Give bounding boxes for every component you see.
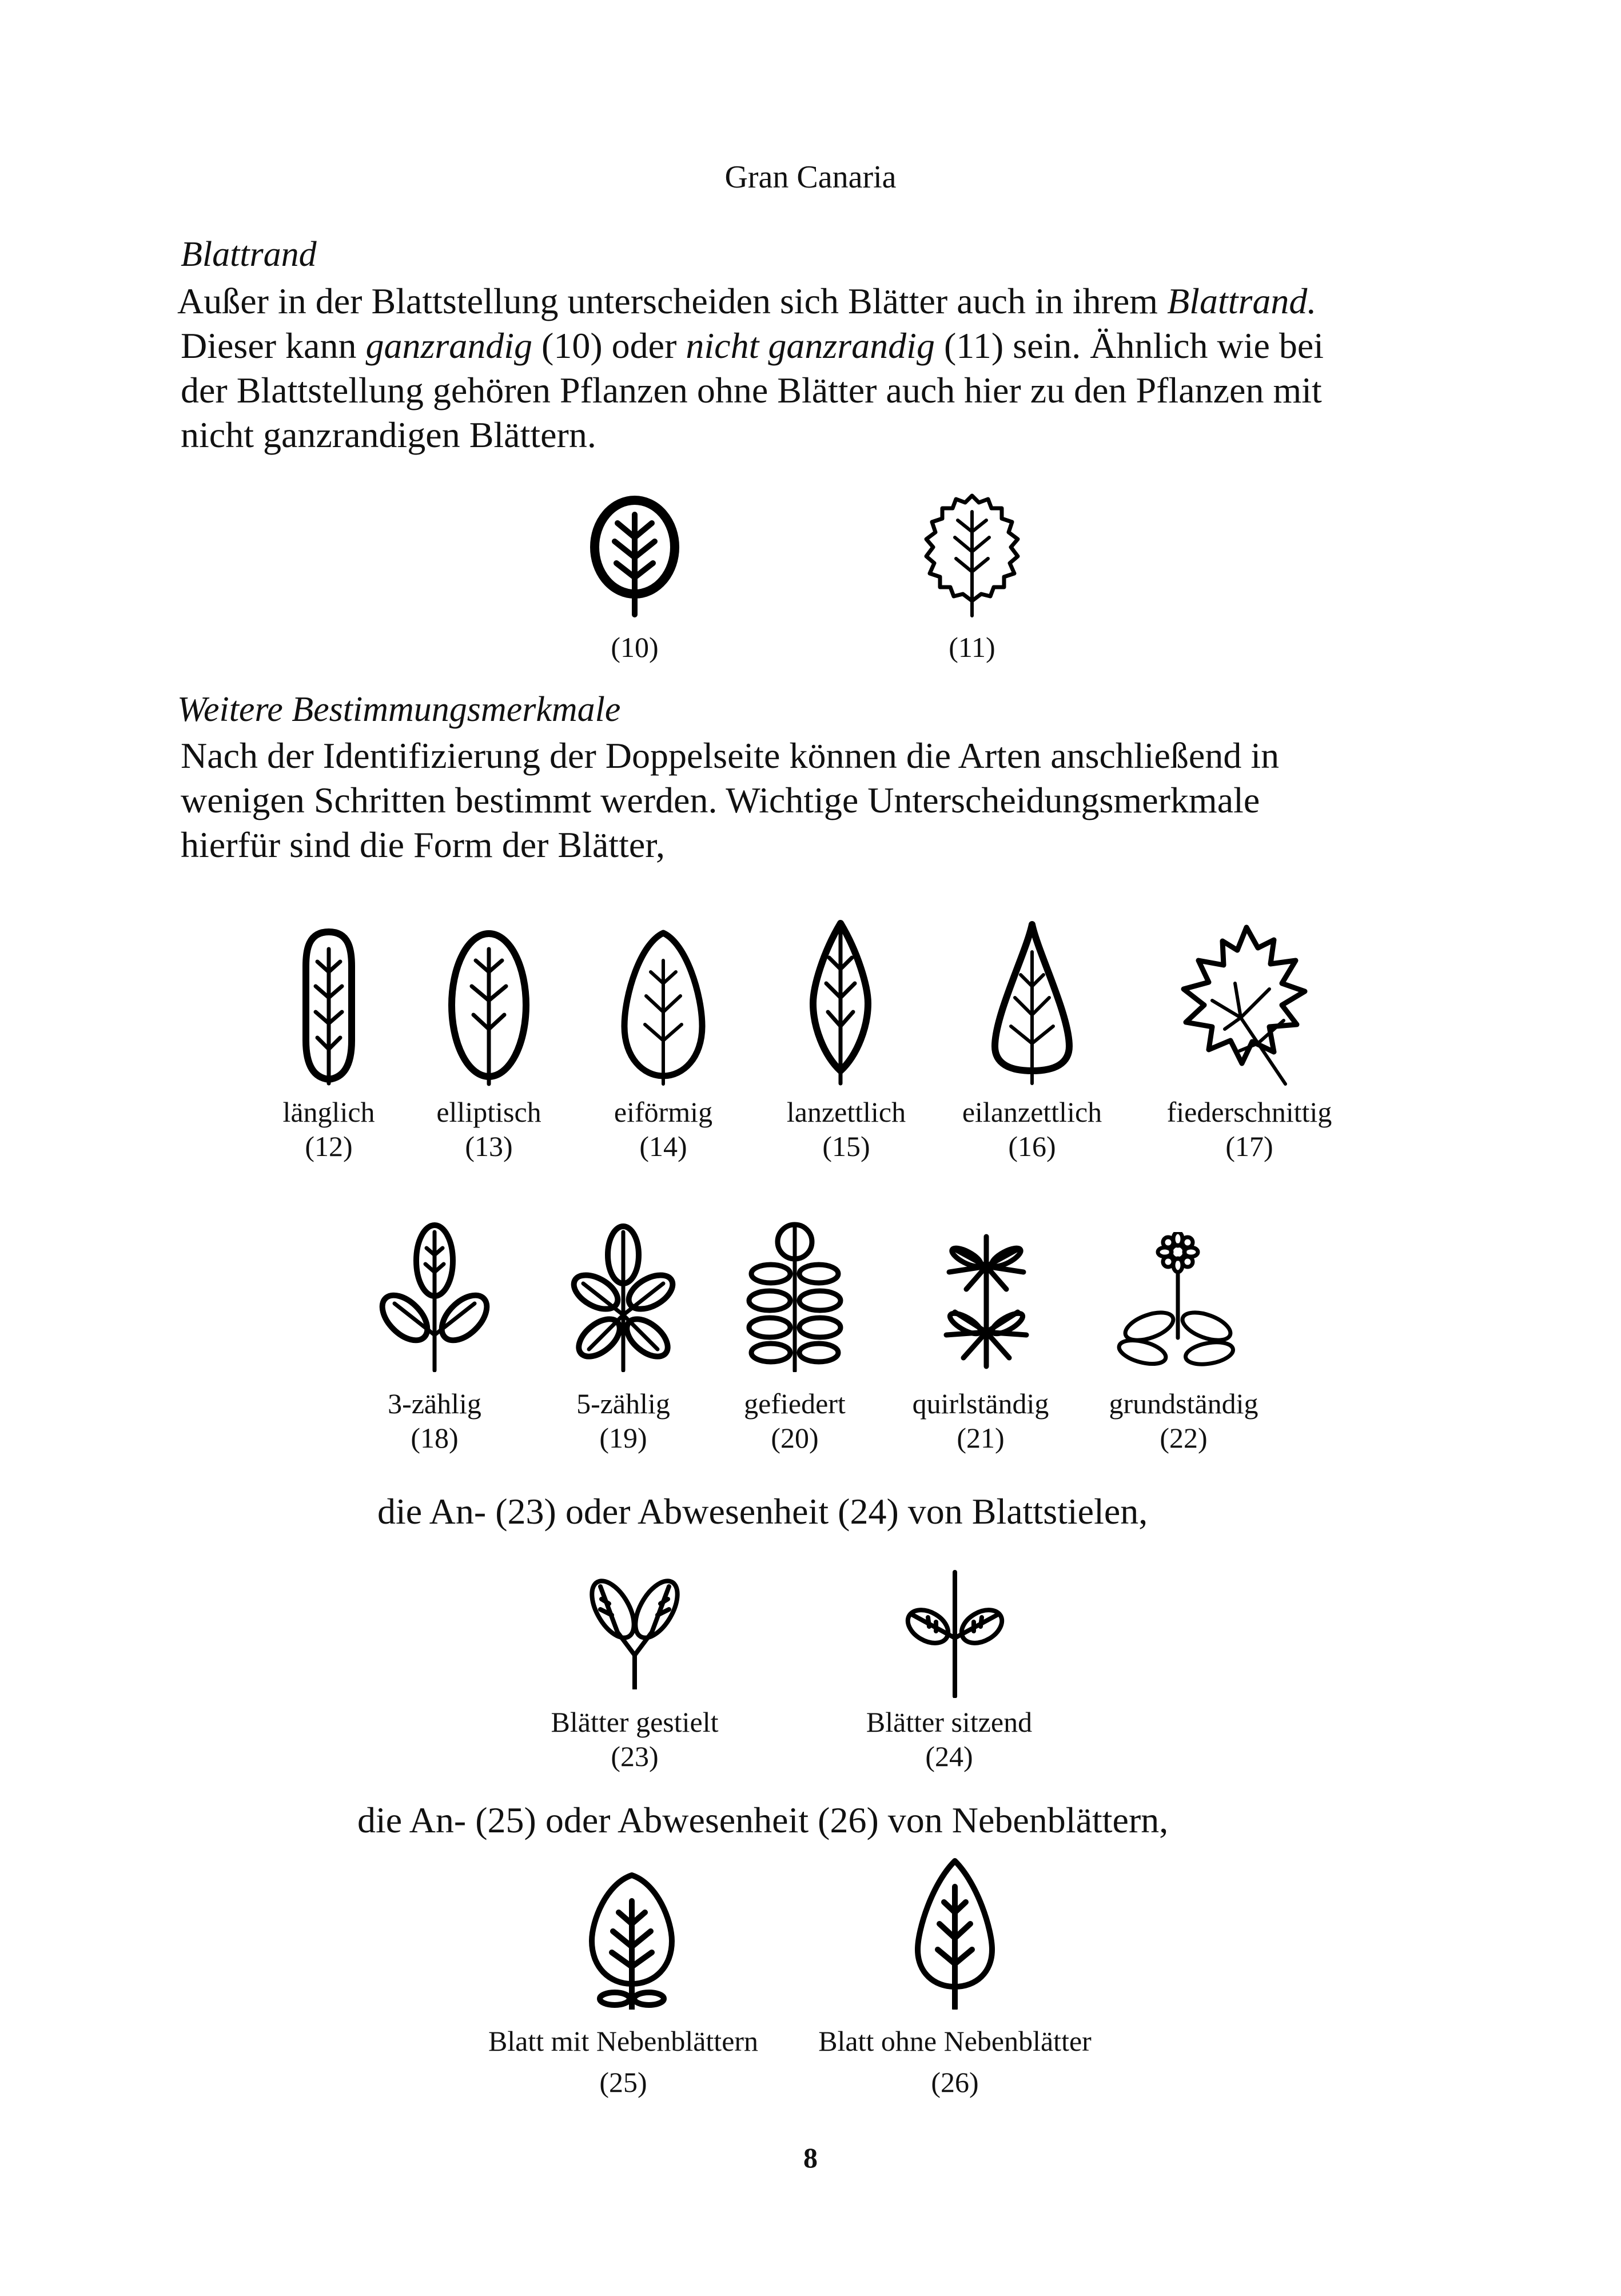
leaf-shape-caption [763, 1095, 929, 1163]
caption-label: lanzettlich [786, 1096, 906, 1128]
caption-label: eiförmig [614, 1096, 713, 1128]
pentafoliate-leaf-icon [566, 1221, 680, 1372]
caption-label: Blätter gestielt [551, 1706, 719, 1738]
paragraph-weitere [181, 734, 1279, 867]
paragraph-blattrand [177, 279, 1324, 457]
pinnatifid-leaf-icon [1178, 920, 1309, 1086]
leaf-shape-caption [246, 1095, 412, 1163]
caption-number: (18) [411, 1422, 459, 1454]
figure-label: (10) [611, 631, 659, 663]
leaf-without-stipules-icon [906, 1855, 1003, 2010]
caption-number: (21) [957, 1422, 1005, 1454]
caption-number: (22) [1160, 1422, 1208, 1454]
caption-label: Blatt mit Nebenblättern [488, 2025, 759, 2057]
stipule-caption [469, 2024, 778, 2099]
petiole-caption [852, 1705, 1046, 1773]
leaf-shape-caption [709, 1386, 881, 1455]
caption-label: Blätter sitzend [866, 1706, 1033, 1738]
text-span: (10) oder [532, 325, 686, 366]
caption-number: (14) [639, 1130, 687, 1162]
paragraph-line: nicht ganzrandigen Blättern. [181, 414, 596, 455]
text-span-italic: nicht ganzrandig [686, 325, 935, 366]
leaf-shape-caption [580, 1095, 746, 1163]
paragraph-line [177, 279, 1324, 324]
elliptic-leaf-icon [440, 926, 537, 1086]
text-span: Außer in der Blattstellung unterscheiden sich Blätter auch in ihrem [177, 281, 1168, 321]
leaf-shape-caption [1152, 1095, 1347, 1163]
oblong-leaf-icon [286, 926, 372, 1086]
caption-number: (12) [305, 1130, 353, 1162]
serrated-margin-leaf-icon [915, 489, 1029, 617]
caption-label: 5-zählig [576, 1388, 670, 1420]
caption-label: eilanzettlich [962, 1096, 1102, 1128]
leaf-shape-caption [943, 1095, 1121, 1163]
entire-margin-leaf-icon [577, 495, 692, 617]
text-span: Dieser kann [181, 325, 366, 366]
caption-label: länglich [282, 1096, 375, 1128]
leaf-shape-caption [1086, 1386, 1281, 1455]
leaf-shape-caption [349, 1386, 520, 1455]
paragraph-line: der Blattstellung gehören Pflanzen ohne Blätter auch hier zu den Pflanzen mit [181, 370, 1322, 410]
section-heading-blattrand: Blattrand [181, 235, 317, 274]
figure-label: (11) [949, 631, 995, 663]
leaf-shape-caption [889, 1386, 1072, 1455]
leaf-shape-caption [537, 1386, 709, 1455]
page-number: 8 [803, 2142, 818, 2174]
sessile-leaves-icon [901, 1569, 1009, 1698]
caption-number: (23) [611, 1740, 659, 1772]
caption-number: (24) [925, 1740, 973, 1772]
paragraph-line: hierfür sind die Form der Blätter, [181, 824, 665, 865]
caption-label: elliptisch [436, 1096, 541, 1128]
caption-label: fiederschnittig [1166, 1096, 1332, 1128]
petiole-sentence: die An- (23) oder Abwesenheit (24) von Blattstielen, [377, 1491, 1148, 1532]
caption-number: (16) [1008, 1130, 1056, 1162]
caption-number: (20) [771, 1422, 819, 1454]
whorled-leaf-icon [932, 1232, 1041, 1372]
caption-number: (26) [931, 2066, 979, 2098]
petiole-caption [537, 1705, 732, 1773]
trifoliate-leaf-icon [377, 1221, 492, 1372]
caption-label: gefiedert [744, 1388, 846, 1420]
text-span-italic: Blattrand. [1167, 281, 1317, 321]
ovate-lanceolate-leaf-icon [983, 918, 1081, 1086]
paragraph-line: wenigen Schritten bestimmt werden. Wichtige Unterscheidungsmerkmale [181, 780, 1260, 820]
petiolate-leaves-icon [583, 1569, 686, 1689]
page-header: Gran Canaria [724, 160, 897, 195]
caption-number: (13) [465, 1130, 513, 1162]
lanceolate-leaf-icon [800, 918, 881, 1086]
text-span-italic: ganzrandig [365, 325, 533, 366]
caption-label: quirlständig [912, 1388, 1049, 1420]
basal-rosette-icon [1115, 1232, 1235, 1372]
ovate-leaf-icon [612, 926, 715, 1086]
pinnate-leaf-icon [743, 1218, 846, 1372]
section-heading-weitere: Weitere Bestimmungsmerkmale [177, 690, 621, 729]
leaf-with-stipules-icon [577, 1870, 686, 2010]
paragraph-line [177, 324, 1324, 368]
caption-label: Blatt ohne Nebenblätter [818, 2025, 1092, 2057]
leaf-shape-caption [406, 1095, 572, 1163]
caption-number: (19) [599, 1422, 647, 1454]
stipule-caption [800, 2024, 1109, 2099]
text-span: (11) sein. Ähnlich wie bei [934, 325, 1324, 366]
caption-number: (17) [1225, 1130, 1273, 1162]
stipule-sentence: die An- (25) oder Abwesenheit (26) von Nebenblättern, [357, 1800, 1169, 1840]
caption-label: 3-zählig [388, 1388, 481, 1420]
caption-label: grundständig [1109, 1388, 1258, 1420]
paragraph-line: Nach der Identifizierung der Doppelseite können die Arten anschließend in [181, 735, 1280, 776]
caption-number: (15) [822, 1130, 870, 1162]
caption-number: (25) [599, 2066, 647, 2098]
